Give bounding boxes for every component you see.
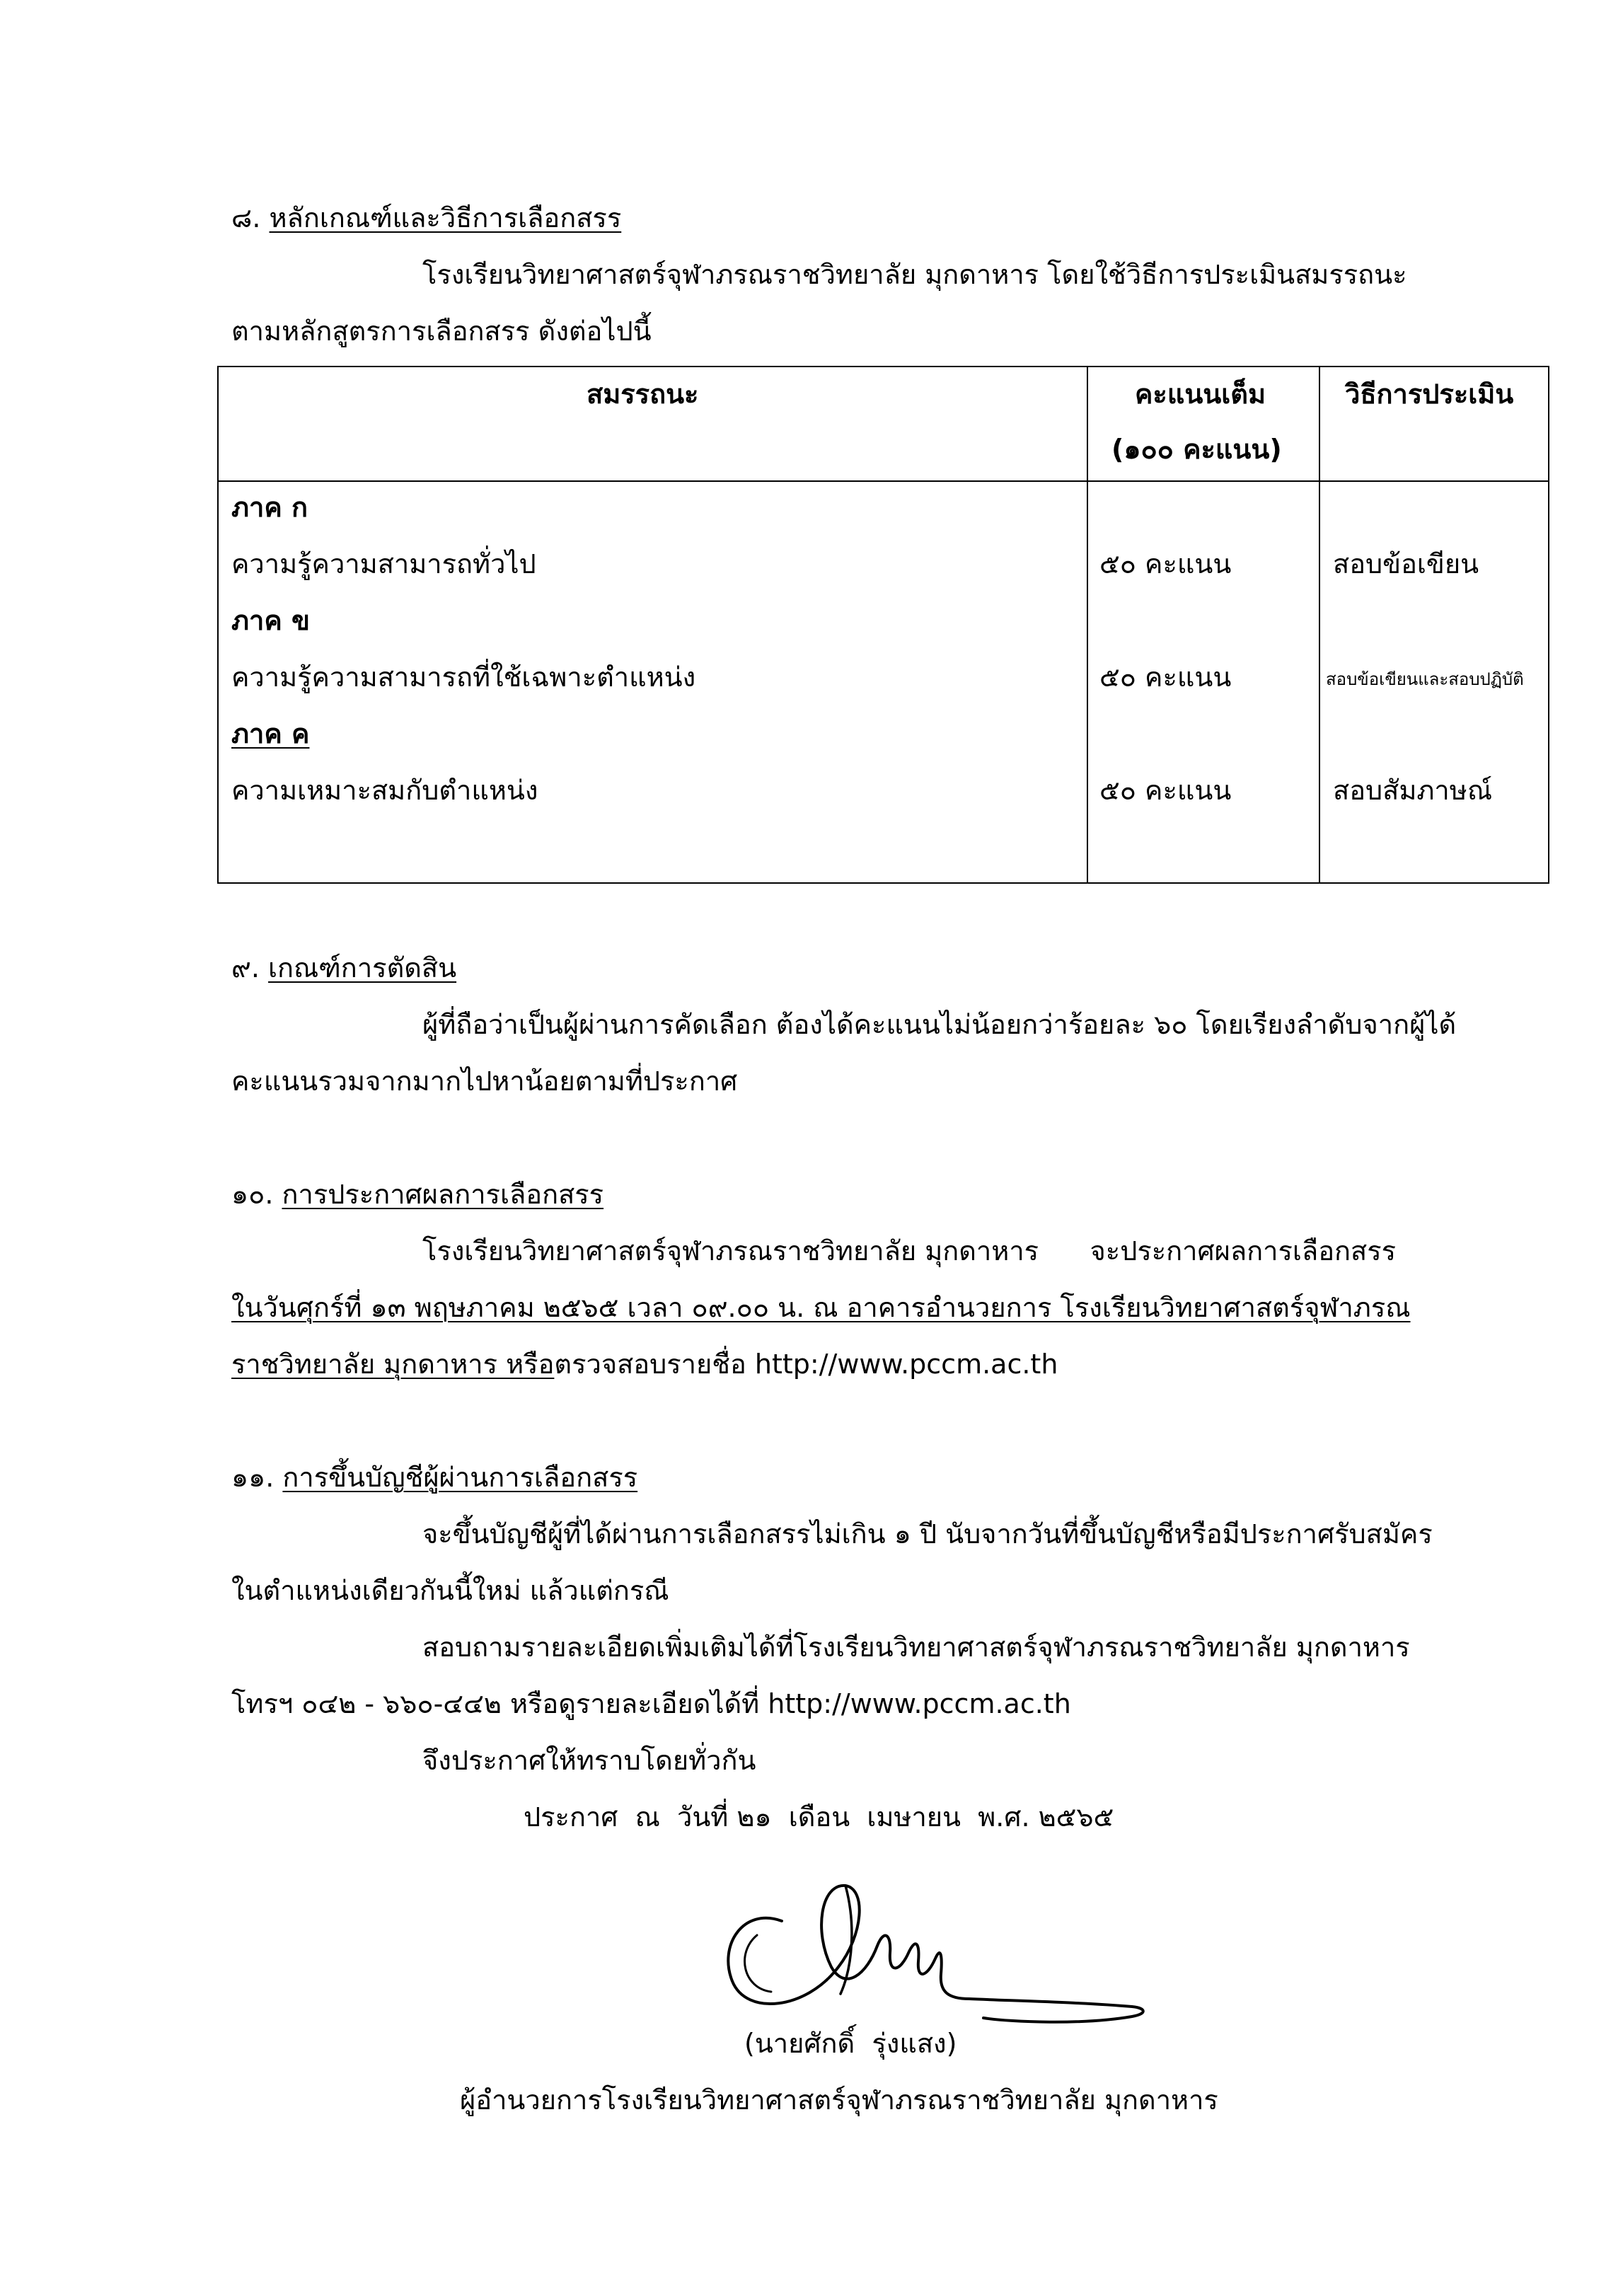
section-11-title: การขึ้นบัญชีผู้ผ่านการเลือกสรร [282,1462,638,1493]
row-2-part: ภาค ข [231,605,311,636]
section-11-heading [231,1459,637,1496]
header-method: วิธีการประเมิน [1345,379,1514,410]
header-competency: สมรรถนะ [587,379,699,410]
row-1-item: ความรู้ความสามารถทั่วไป [231,548,536,579]
signer-name: (นายศักดิ์ รุ่งแสง) [744,2028,957,2059]
section-11-line-3: สอบถามรายละเอียดเพิ่มเติมได้ที่โรงเรียนวิทยาศาสตร์จุฬาภรณราชวิทยาลัย มุกดาหาร [422,1632,1410,1663]
table-divider [1087,367,1088,882]
signature-image [715,1868,1167,2031]
section-10-line-3 [231,1346,1058,1383]
section-8-line-2: ตามหลักสูตรการเลือกสรร ดังต่อไปนี้ [231,316,652,347]
section-10-line-2: ในวันศุกร์ที่ ๑๓ พฤษภาคม ๒๕๖๕ เวลา ๐๙.๐๐ น. ณ อาคารอำนวยการ โรงเรียนวิทยาศาสตร์จุฬาภรณ [231,1292,1411,1323]
section-9-title: เกณฑ์การตัดสิน [268,952,457,983]
section-11-line-4: โทรฯ ๐๔๒ - ๖๖๐-๔๔๒ หรือดูรายละเอียดได้ที่ http://www.pccm.ac.th [231,1688,1071,1719]
row-3-method: สอบสัมภาษณ์ [1333,775,1493,806]
section-9-line-1: ผู้ที่ถือว่าเป็นผู้ผ่านการคัดเลือก ต้องได้คะแนนไม่น้อยกว่าร้อยละ ๖๐ โดยเรียงลำดับจากผู้ได้ [422,1009,1457,1040]
row-1-score: ๕๐ คะแนน [1099,548,1232,579]
table-divider [219,480,1548,482]
section-8-heading [231,200,621,237]
section-11-line-2: ในตำแหน่งเดียวกันนี้ใหม่ แล้วแต่กรณี [231,1575,669,1606]
section-10-line-3-underlined: ราชวิทยาลัย มุกดาหาร หรือ [231,1349,555,1380]
section-11-line-5: จึงประกาศให้ทราบโดยทั่วกัน [422,1745,756,1776]
row-3-score: ๕๐ คะแนน [1099,775,1232,806]
header-score: คะแนนเต็ม [1135,379,1266,410]
announcement-date: ประกาศ ณ วันที่ ๒๑ เดือน เมษายน พ.ศ. ๒๕๖๕ [524,1801,1114,1833]
table-divider [1319,367,1320,882]
row-1-method: สอบข้อเขียน [1333,548,1479,579]
row-2-method: สอบข้อเขียนและสอบปฏิบัติ [1326,669,1524,689]
section-8-number: ๘. [231,202,261,233]
section-10-line-1: โรงเรียนวิทยาศาสตร์จุฬาภรณราชวิทยาลัย มุกดาหาร จะประกาศผลการเลือกสรร [422,1235,1397,1267]
row-3-part: ภาค ค [231,718,310,749]
section-8-line-1: โรงเรียนวิทยาศาสตร์จุฬาภรณราชวิทยาลัย มุกดาหาร โดยใช้วิธีการประเมินสมรรถนะ [422,259,1407,290]
section-9-heading [231,950,456,987]
signer-position: ผู้อำนวยการโรงเรียนวิทยาศาสตร์จุฬาภรณราชวิทยาลัย มุกดาหาร [460,2084,1218,2116]
section-10-line-3-rest: ตรวจสอบรายชื่อ http://www.pccm.ac.th [554,1349,1058,1380]
section-10-title: การประกาศผลการเลือกสรร [282,1179,604,1210]
section-11-line-1: จะขึ้นบัญชีผู้ที่ได้ผ่านการเลือกสรรไม่เกิน ๑ ปี นับจากวันที่ขึ้นบัญชีหรือมีประกาศรับสมัคร [422,1518,1433,1550]
section-10-heading [231,1176,603,1213]
competency-table [217,366,1549,884]
section-11-number: ๑๑. [231,1462,275,1493]
row-3-item: ความเหมาะสมกับตำแหน่ง [231,775,538,806]
header-score-total: (๑๐๐ คะแนน) [1111,434,1282,465]
section-8-title: หลักเกณฑ์และวิธีการเลือกสรร [269,202,622,233]
section-9-line-2: คะแนนรวมจากมากไปหาน้อยตามที่ประกาศ [231,1066,738,1097]
row-2-item: ความรู้ความสามารถที่ใช้เฉพาะตำแหน่ง [231,662,696,693]
section-10-number: ๑๐. [231,1179,274,1210]
row-2-score: ๕๐ คะแนน [1099,662,1232,693]
section-9-number: ๙. [231,952,260,983]
row-1-part: ภาค ก [231,492,308,523]
